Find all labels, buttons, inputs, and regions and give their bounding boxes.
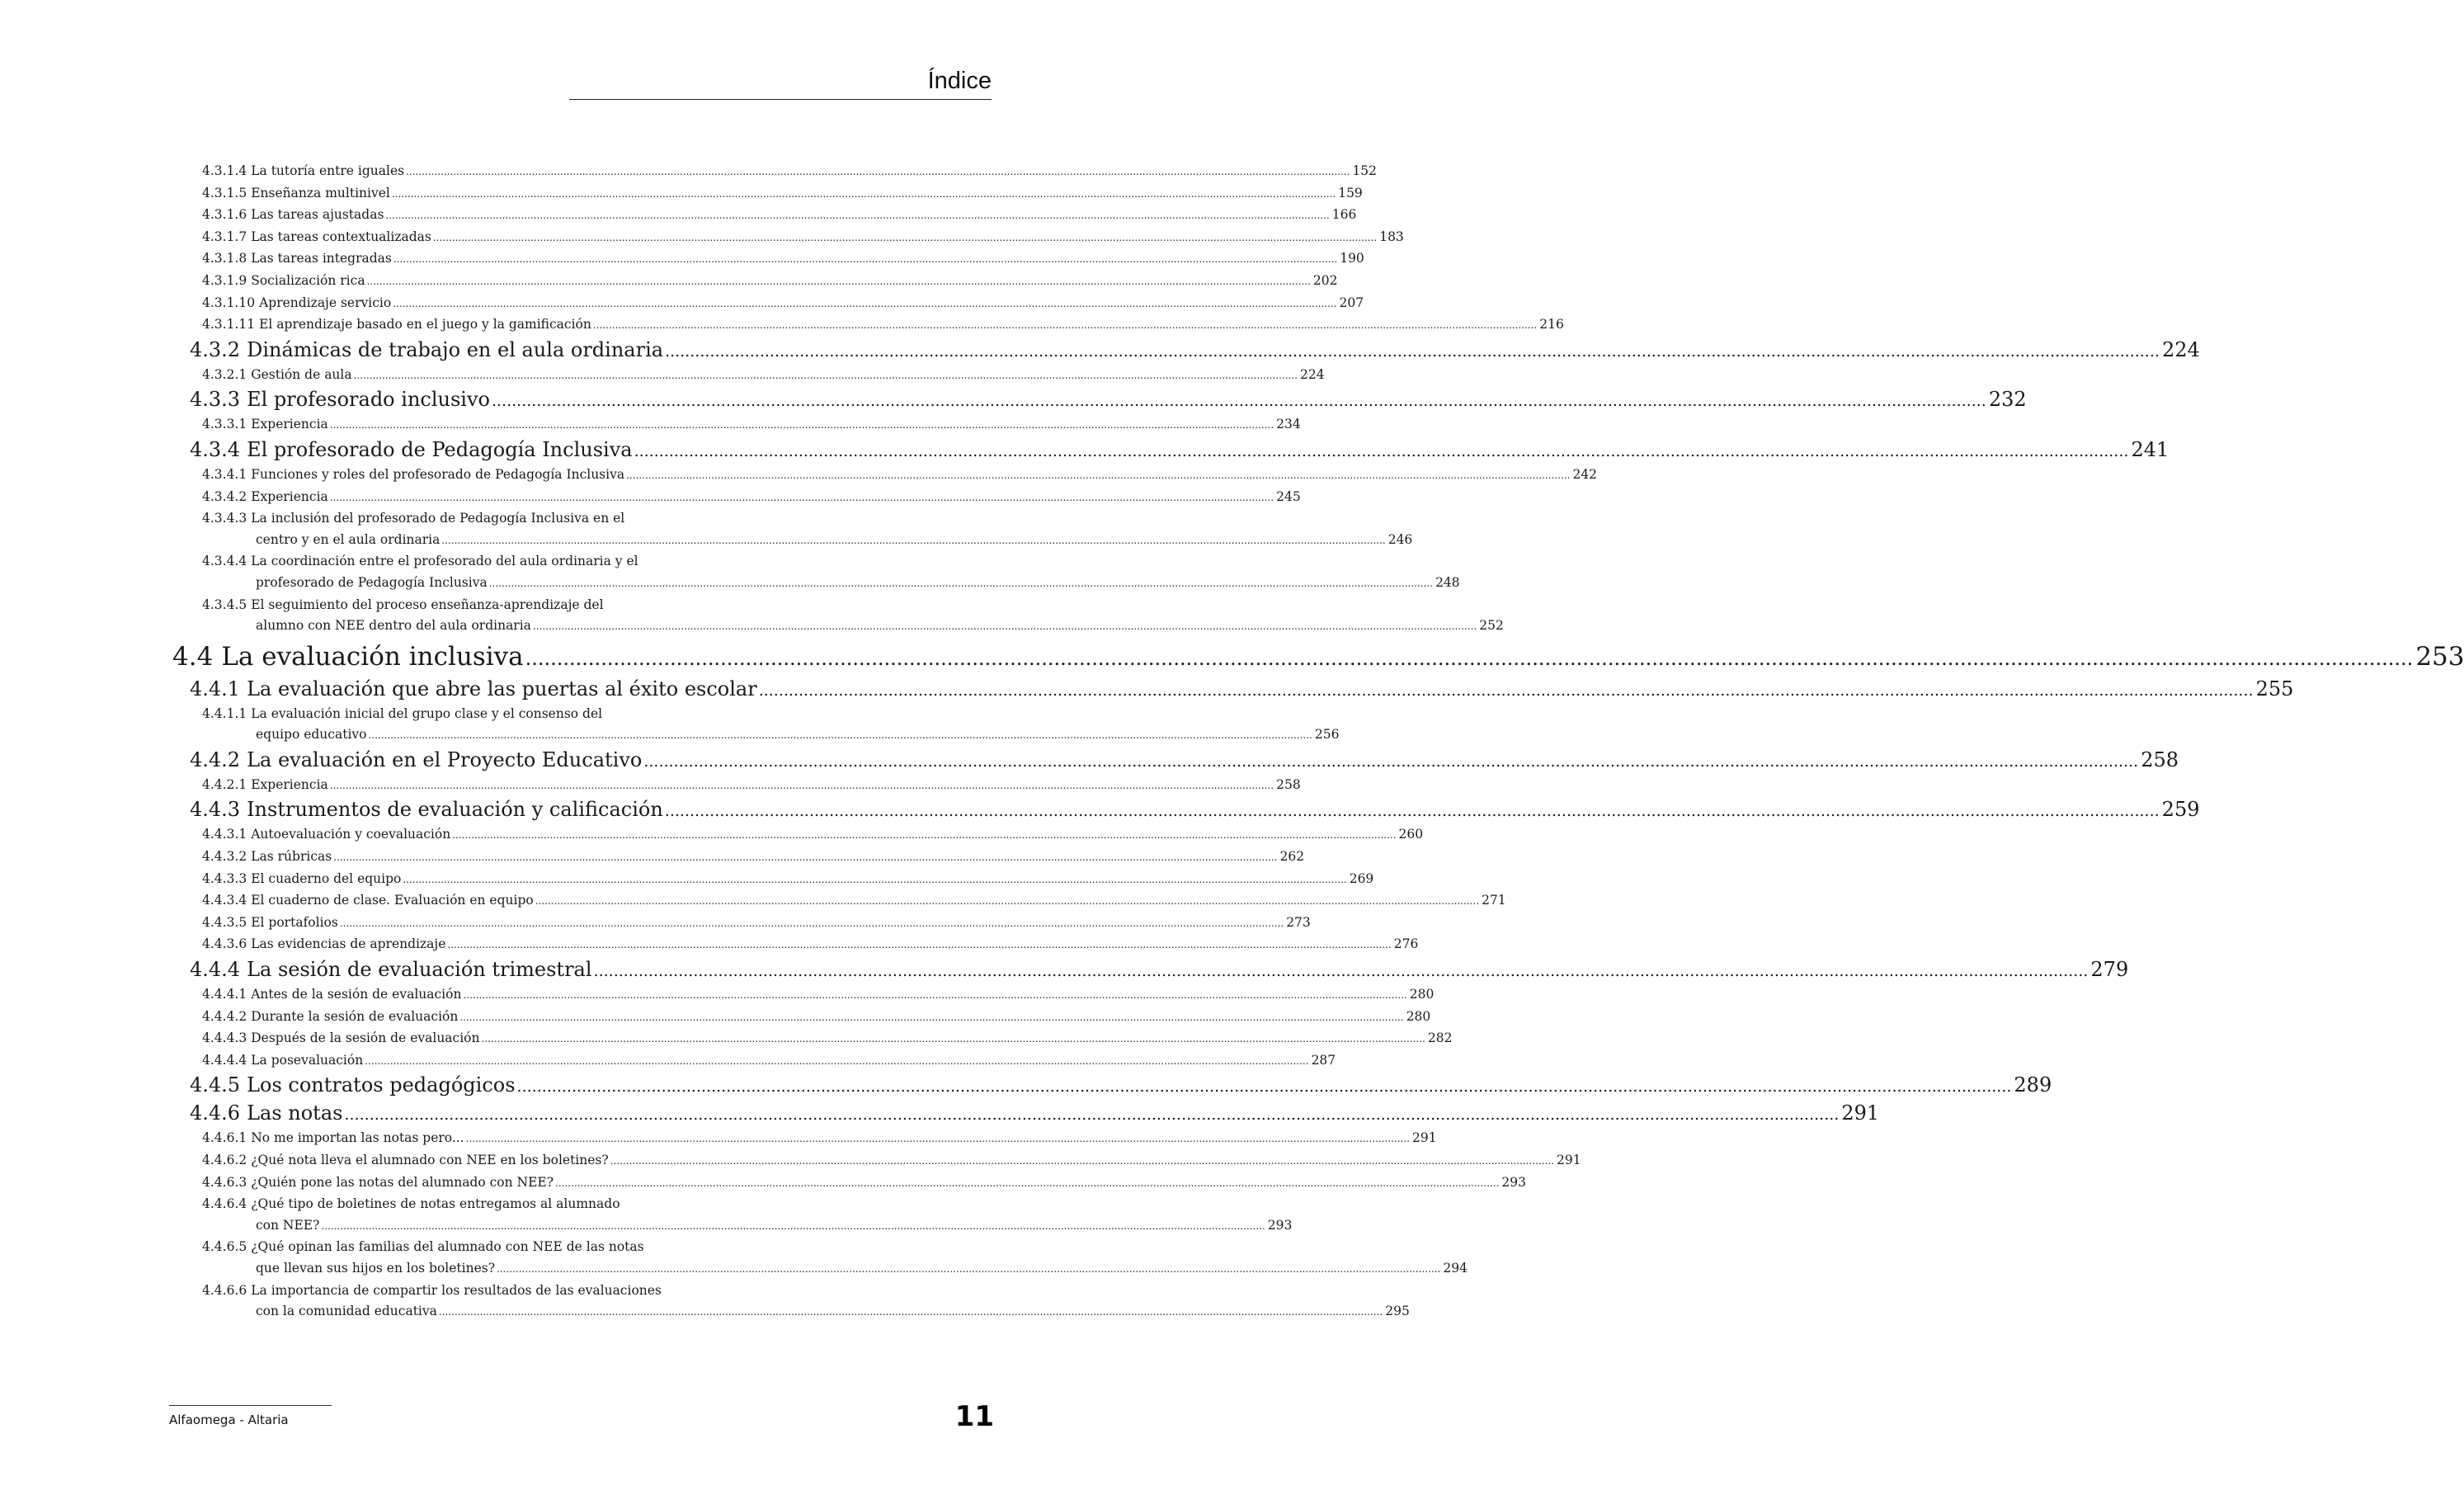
toc-entry[interactable]: [169, 913, 1311, 935]
toc-entry-number: 4.4.3.6: [202, 936, 247, 952]
toc-entry[interactable]: [169, 248, 1364, 271]
toc-entry-page: 234: [1276, 417, 1301, 432]
toc-dot-leader: ............................................................................................................................................................................................................................................................................................................: [593, 962, 2089, 981]
toc-entry-title: Gestión de aula: [251, 366, 352, 382]
toc-entry-number: 4.4.6.3: [202, 1174, 247, 1190]
toc-dot-leader: ............................................................................................................................................................................................................................................................................................................: [481, 1033, 1425, 1045]
toc-entry-title: La evaluación inicial del grupo clase y el consenso del: [251, 705, 603, 721]
toc-entry-number: 4.3.4.5: [202, 597, 247, 612]
toc-entry[interactable]: [169, 508, 800, 530]
toc-entry-page: 262: [1279, 849, 1305, 865]
toc-entry-title: Socialización rica: [251, 272, 365, 288]
toc-entry-page: 166: [1331, 207, 1357, 223]
toc-entry-number: 4.3.1.6: [202, 207, 247, 223]
toc-entry-page: 183: [1379, 229, 1404, 244]
toc-entry-title-continued: con la comunidad educativa: [256, 1304, 437, 1319]
toc-entry-number: 4.4.6.1: [202, 1130, 247, 1146]
toc-entry[interactable]: [169, 1007, 1431, 1029]
toc-entry[interactable]: [169, 984, 1435, 1007]
toc-dot-leader: ............................................................................................................................................................................................................................................................................................................: [491, 392, 1986, 411]
toc-entry-title: La posevaluación: [251, 1052, 364, 1068]
toc-entry[interactable]: [169, 436, 2170, 465]
toc-entry-page: 224: [1299, 366, 1325, 382]
toc-entry-page: 252: [1479, 618, 1504, 634]
toc-dot-leader: ............................................................................................................................................................................................................................................................................................................: [339, 917, 1284, 929]
toc-entry[interactable]: [169, 676, 2294, 704]
toc-entry-continuation[interactable]: [169, 573, 1460, 595]
toc-entry-title: Aprendizaje servicio: [259, 295, 392, 310]
toc-dot-leader: ............................................................................................................................................................................................................................................................................................................: [488, 577, 1434, 589]
toc-entry-page: 253: [2415, 641, 2464, 672]
toc-entry-number: 4.4.3.1: [202, 827, 247, 842]
toc-entry-number: 4.4.6.4: [202, 1196, 247, 1212]
toc-entry-title: Experiencia: [251, 488, 328, 504]
toc-entry-title: ¿Qué tipo de boletines de notas entregamos al alumnado: [251, 1196, 620, 1212]
toc-entry-page: 256: [1314, 727, 1340, 743]
toc-entry-continuation[interactable]: [169, 530, 1413, 552]
toc-dot-leader: ............................................................................................................................................................................................................................................................................................................: [497, 1262, 1441, 1275]
toc-dot-leader: ............................................................................................................................................................................................................................................................................................................: [643, 752, 2139, 771]
toc-dot-leader: ............................................................................................................................................................................................................................................................................................................: [393, 253, 1338, 266]
toc-entry[interactable]: [169, 704, 800, 725]
toc-entry-number: 4.4.2.1: [202, 776, 247, 792]
toc-entry-number: 4.4.4: [190, 958, 241, 982]
toc-entry-title: Las evidencias de aprendizaje: [251, 936, 446, 952]
toc-entry-number: 4.4.2: [190, 748, 241, 771]
toc-entry-page: 159: [1338, 185, 1363, 200]
toc-entry-title-continued: profesorado de Pedagogía Inclusiva: [256, 574, 488, 590]
toc-entry-number: 4.3.4.4: [202, 554, 247, 569]
toc-entry-title: Experiencia: [251, 417, 328, 432]
toc-dot-leader: ............................................................................................................................................................................................................................................................................................................: [393, 297, 1337, 309]
toc-entry-number: 4.4.3.4: [202, 893, 247, 908]
toc-entry[interactable]: [169, 796, 2200, 824]
table-of-contents: [169, 161, 2464, 1323]
toc-entry-title: Después de la sesión de evaluación: [251, 1030, 480, 1046]
toc-entry-title-continued: centro y en el aula ordinaria: [256, 531, 441, 547]
toc-dot-leader: ............................................................................................................................................................................................................................................................................................................: [406, 166, 1350, 177]
toc-entry-title: ¿Qué opinan las familias del alumnado con NEE de las notas: [251, 1239, 644, 1255]
toc-entry[interactable]: [169, 314, 1564, 337]
toc-entry[interactable]: [169, 1150, 1581, 1172]
toc-entry-page: 190: [1340, 251, 1364, 266]
toc-entry-title: Antes de la sesión de evaluación: [251, 987, 462, 1002]
toc-entry-number: 4.4.4.1: [202, 987, 247, 1002]
toc-entry[interactable]: [169, 1100, 1880, 1128]
toc-entry-number: 4.4.3: [190, 798, 241, 822]
toc-dot-leader: ............................................................................................................................................................................................................................................................................................................: [432, 231, 1378, 243]
header-title: Índice: [927, 68, 992, 94]
toc-entry[interactable]: [169, 1172, 1526, 1195]
toc-dot-leader: ............................................................................................................................................................................................................................................................................................................: [353, 369, 1298, 381]
toc-dot-leader: ............................................................................................................................................................................................................................................................................................................: [365, 1054, 1309, 1067]
toc-entry-page: 258: [2141, 748, 2179, 771]
toc-entry-number: 4.3.2.1: [202, 366, 247, 382]
toc-dot-leader: ............................................................................................................................................................................................................................................................................................................: [610, 1155, 1555, 1167]
toc-entry[interactable]: [169, 639, 2464, 676]
toc-dot-leader: ............................................................................................................................................................................................................................................................................................................: [438, 1306, 1383, 1318]
toc-entry-page: 276: [1393, 936, 1419, 952]
toc-entry-page: 280: [1409, 987, 1435, 1002]
toc-dot-leader: ............................................................................................................................................................................................................................................................................................................: [366, 275, 1311, 287]
toc-entry-number: 4.3.3.1: [202, 417, 247, 432]
toc-dot-leader: ............................................................................................................................................................................................................................................................................................................: [441, 534, 1386, 546]
toc-entry-number: 4.4.6.6: [202, 1282, 247, 1298]
toc-entry[interactable]: [169, 847, 1305, 869]
toc-dot-leader: ............................................................................................................................................................................................................................................................................................................: [525, 646, 2414, 670]
toc-entry-number: 4.4.1.1: [202, 705, 247, 721]
toc-entry[interactable]: [169, 551, 800, 573]
toc-entry-number: 4.3.1.7: [202, 229, 247, 244]
toc-entry[interactable]: [169, 465, 1598, 487]
toc-entry-number: 4.4.6.2: [202, 1153, 247, 1167]
toc-entry-title: Experiencia: [251, 776, 328, 792]
toc-entry-title: Instrumentos de evaluación y calificación: [247, 798, 663, 822]
toc-entry-number: 4.4.3.2: [202, 849, 247, 865]
toc-entry[interactable]: [169, 487, 1301, 509]
toc-entry-page: 241: [2131, 437, 2170, 461]
toc-entry-title-continued: equipo educativo: [256, 727, 367, 743]
toc-dot-leader: ............................................................................................................................................................................................................................................................................................................: [758, 681, 2254, 700]
toc-entry[interactable]: [169, 775, 1301, 797]
toc-entry-number: 4.3.4.1: [202, 466, 247, 482]
toc-entry[interactable]: [169, 293, 1364, 315]
toc-entry-title: Autoevaluación y coevaluación: [251, 827, 451, 842]
toc-entry[interactable]: [169, 205, 1357, 227]
toc-entry-number: 4.3.2: [190, 337, 241, 361]
toc-entry-title: La evaluación en el Proyecto Educativo: [247, 748, 643, 771]
toc-entry-title: El cuaderno de clase. Evaluación en equipo: [251, 893, 534, 908]
toc-entry-number: 4.3.1.4: [202, 163, 247, 178]
toc-entry-continuation[interactable]: [169, 1301, 1410, 1323]
toc-entry-title: El portafolios: [251, 914, 338, 930]
toc-entry-number: 4.3.1.8: [202, 251, 247, 266]
page-header: [569, 66, 992, 100]
toc-dot-leader: ............................................................................................................................................................................................................................................................................................................: [403, 873, 1347, 885]
toc-entry-page: 216: [1539, 317, 1564, 332]
toc-dot-leader: ............................................................................................................................................................................................................................................................................................................: [532, 620, 1477, 633]
footer-publisher: Alfaomega - Altaria: [169, 1412, 289, 1427]
toc-entry[interactable]: [169, 747, 2179, 775]
toc-entry-page: 202: [1312, 272, 1338, 288]
toc-dot-leader: ............................................................................................................................................................................................................................................................................................................: [385, 210, 1330, 222]
toc-entry-page: 280: [1406, 1008, 1431, 1024]
toc-entry-page: 248: [1435, 574, 1460, 590]
toc-entry-number: 4.4: [172, 641, 214, 672]
toc-dot-leader: ............................................................................................................................................................................................................................................................................................................: [329, 491, 1274, 503]
toc-entry-title-continued: alumno con NEE dentro del aula ordinaria: [256, 618, 531, 634]
toc-entry[interactable]: [169, 414, 1301, 436]
toc-entry-page: 271: [1482, 893, 1506, 908]
toc-dot-leader: ............................................................................................................................................................................................................................................................................................................: [634, 441, 2129, 460]
toc-dot-leader: ............................................................................................................................................................................................................................................................................................................: [368, 729, 1312, 742]
toc-entry-title: La inclusión del profesorado de Pedagogía Inclusiva en el: [251, 511, 625, 526]
toc-dot-leader: ............................................................................................................................................................................................................................................................................................................: [463, 989, 1407, 1002]
toc-entry-title: La evaluación inclusiva: [221, 641, 524, 672]
toc-entry[interactable]: [169, 869, 1374, 891]
toc-dot-leader: ............................................................................................................................................................................................................................................................................................................: [329, 779, 1274, 791]
toc-entry-title: El seguimiento del proceso enseñanza-aprendizaje del: [251, 597, 604, 612]
toc-entry-page: 224: [2161, 337, 2200, 361]
toc-entry-number: 4.3.4: [190, 437, 241, 461]
toc-entry-page: 291: [1557, 1153, 1581, 1167]
toc-entry-page: 152: [1352, 163, 1378, 178]
toc-entry-number: 4.4.5: [190, 1073, 241, 1097]
toc-entry-page: 207: [1339, 295, 1364, 310]
toc-entry[interactable]: [169, 1194, 800, 1215]
toc-entry[interactable]: [169, 890, 1506, 913]
toc-entry-continuation[interactable]: [169, 615, 1504, 638]
toc-dot-leader: ............................................................................................................................................................................................................................................................................................................: [626, 469, 1571, 481]
toc-entry-title: Las tareas contextualizadas: [251, 229, 431, 244]
toc-entry-page: 242: [1572, 466, 1598, 482]
toc-entry-number: 4.3.1.9: [202, 272, 247, 288]
toc-dot-leader: ............................................................................................................................................................................................................................................................................................................: [391, 187, 1336, 200]
toc-entry-page: 287: [1311, 1052, 1336, 1068]
toc-entry-number: 4.3.4.2: [202, 488, 247, 504]
toc-entry-title: El profesorado de Pedagogía Inclusiva: [247, 437, 633, 461]
toc-entry-page: 289: [2014, 1073, 2052, 1097]
toc-entry[interactable]: [169, 956, 2129, 984]
toc-entry-page: 294: [1443, 1260, 1468, 1276]
toc-entry[interactable]: [169, 595, 800, 616]
toc-entry-page: 259: [2161, 798, 2200, 822]
toc-entry-title: Durante la sesión de evaluación: [251, 1008, 459, 1024]
toc-entry-page: 232: [1988, 388, 2027, 412]
toc-dot-leader: ............................................................................................................................................................................................................................................................................................................: [664, 802, 2160, 821]
toc-entry[interactable]: [169, 183, 1363, 205]
toc-entry[interactable]: [169, 1237, 800, 1258]
toc-entry-title: Funciones y roles del profesorado de Pedagogía Inclusiva: [251, 466, 625, 482]
toc-entry-title: Las tareas integradas: [251, 251, 392, 266]
toc-dot-leader: ............................................................................................................................................................................................................................................................................................................: [333, 851, 1278, 864]
toc-entry[interactable]: [169, 271, 1338, 293]
toc-entry[interactable]: [169, 1128, 1437, 1150]
toc-entry-number: 4.4.3.5: [202, 914, 247, 930]
toc-entry-page: 291: [1412, 1130, 1437, 1146]
toc-entry-number: 4.4.1: [190, 677, 241, 700]
toc-entry-title: La sesión de evaluación trimestral: [247, 958, 592, 982]
toc-entry-title: El profesorado inclusivo: [247, 388, 490, 412]
toc-entry-number: 4.4.3.3: [202, 870, 247, 886]
toc-entry-continuation[interactable]: [169, 1215, 1293, 1238]
toc-entry-title: Enseñanza multinivel: [251, 185, 390, 200]
toc-entry-title: La evaluación que abre las puertas al éxito escolar: [247, 677, 757, 700]
toc-entry-title: El cuaderno del equipo: [251, 870, 402, 886]
toc-entry-title: La tutoría entre iguales: [251, 163, 405, 178]
toc-dot-leader: ............................................................................................................................................................................................................................................................................................................: [665, 342, 2160, 361]
toc-entry-page: 258: [1276, 776, 1301, 792]
toc-entry-number: 4.4.4.2: [202, 1008, 247, 1024]
toc-entry-number: 4.4.6: [190, 1101, 241, 1125]
toc-entry-page: 260: [1398, 827, 1424, 842]
toc-entry-page: 255: [2255, 677, 2294, 700]
toc-entry[interactable]: [169, 161, 1378, 183]
toc-entry-number: 4.4.6.5: [202, 1239, 247, 1255]
toc-entry-title: Los contratos pedagógicos: [247, 1073, 516, 1097]
toc-entry-title: ¿Qué nota lleva el alumnado con NEE en los boletines?: [251, 1153, 609, 1167]
toc-entry-title: El aprendizaje basado en el juego y la gamificación: [259, 317, 591, 332]
toc-dot-leader: ............................................................................................................................................................................................................................................................................................................: [516, 1078, 2012, 1096]
toc-entry-page: 246: [1387, 531, 1413, 547]
toc-entry-continuation[interactable]: [169, 724, 1340, 747]
toc-entry-title: Las tareas ajustadas: [251, 207, 384, 223]
toc-entry-page: 245: [1276, 488, 1301, 504]
toc-entry[interactable]: [169, 365, 1325, 387]
toc-dot-leader: ............................................................................................................................................................................................................................................................................................................: [555, 1177, 1500, 1189]
toc-entry-title-continued: con NEE?: [256, 1217, 320, 1233]
toc-entry-page: 291: [1841, 1101, 1880, 1125]
toc-entry-page: 273: [1286, 914, 1311, 930]
toc-dot-leader: ............................................................................................................................................................................................................................................................................................................: [592, 319, 1538, 332]
toc-dot-leader: ............................................................................................................................................................................................................................................................................................................: [459, 1011, 1404, 1023]
toc-entry[interactable]: [169, 337, 2200, 365]
toc-entry-page: 293: [1501, 1174, 1526, 1190]
footer-rule: [169, 1405, 332, 1406]
toc-entry-title-continued: que llevan sus hijos en los boletines?: [256, 1260, 496, 1276]
toc-entry-number: 4.3.1.11: [202, 317, 256, 332]
toc-entry-page: 293: [1267, 1217, 1293, 1233]
toc-entry[interactable]: [169, 1072, 2052, 1100]
toc-entry-number: 4.3.3: [190, 388, 241, 412]
toc-entry-page: 269: [1349, 870, 1374, 886]
page-number: 11: [954, 1400, 994, 1433]
toc-entry-title: Las rúbricas: [251, 849, 332, 865]
toc-dot-leader: ............................................................................................................................................................................................................................................................................................................: [535, 895, 1480, 908]
toc-entry-title: Dinámicas de trabajo en el aula ordinaria: [247, 337, 664, 361]
toc-entry-page: 279: [2090, 958, 2129, 982]
toc-entry-title: La importancia de compartir los resultados de las evaluaciones: [251, 1282, 662, 1298]
toc-entry[interactable]: [169, 1050, 1336, 1073]
toc-entry[interactable]: [169, 824, 1424, 847]
toc-dot-leader: ............................................................................................................................................................................................................................................................................................................: [452, 829, 1397, 842]
toc-entry-number: 4.3.1.10: [202, 295, 256, 310]
toc-entry-page: 295: [1385, 1304, 1410, 1319]
toc-entry[interactable]: [169, 934, 1419, 956]
toc-dot-leader: ............................................................................................................................................................................................................................................................................................................: [465, 1133, 1410, 1145]
toc-entry-continuation[interactable]: [169, 1258, 1468, 1280]
toc-entry[interactable]: [169, 1280, 800, 1302]
toc-dot-leader: ............................................................................................................................................................................................................................................................................................................: [344, 1106, 1840, 1125]
toc-entry-number: 4.3.4.3: [202, 511, 247, 526]
toc-entry-number: 4.4.4.4: [202, 1052, 247, 1068]
toc-entry[interactable]: [169, 1028, 1453, 1050]
toc-entry[interactable]: [169, 227, 1404, 249]
toc-entry-title: Las notas: [247, 1101, 343, 1125]
toc-entry-page: 282: [1427, 1030, 1453, 1046]
toc-entry-title: ¿Quién pone las notas del alumnado con NEE?: [251, 1174, 554, 1190]
toc-dot-leader: ............................................................................................................................................................................................................................................................................................................: [447, 939, 1392, 951]
toc-entry-title: La coordinación entre el profesorado del aula ordinaria y el: [251, 554, 638, 569]
toc-dot-leader: ............................................................................................................................................................................................................................................................................................................: [329, 419, 1274, 432]
toc-entry[interactable]: [169, 386, 2027, 414]
toc-dot-leader: ............................................................................................................................................................................................................................................................................................................: [321, 1219, 1265, 1232]
toc-entry-number: 4.4.4.3: [202, 1030, 247, 1046]
toc-entry-number: 4.3.1.5: [202, 185, 247, 200]
toc-entry-title: No me importan las notas pero...: [251, 1130, 464, 1146]
